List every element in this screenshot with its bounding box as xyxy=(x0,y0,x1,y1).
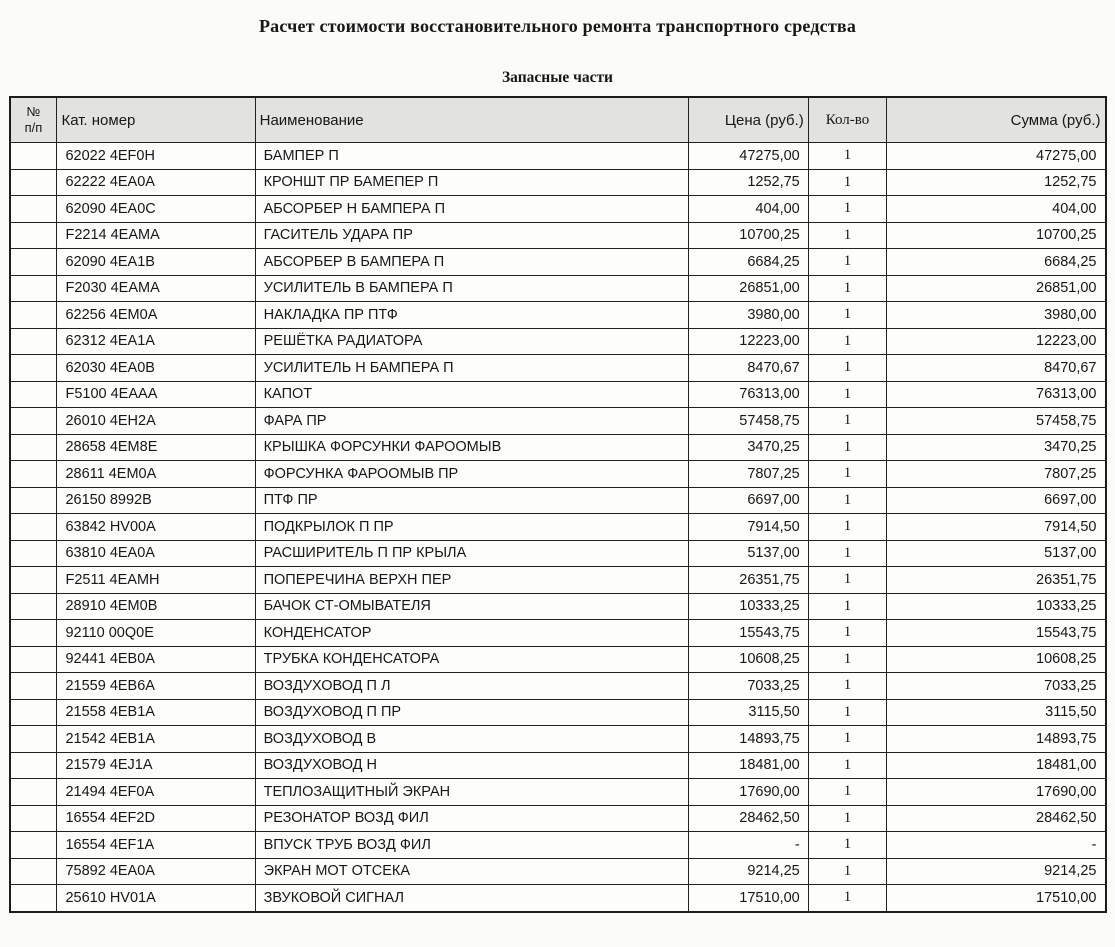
cell-price: 5137,00 xyxy=(689,540,809,567)
cell-price: 15543,75 xyxy=(689,620,809,647)
cell-name: ЭКРАН МОТ ОТСЕКА xyxy=(255,858,688,885)
cell-name: ЗВУКОВОЙ СИГНАЛ xyxy=(255,885,688,912)
cell-sum: 1252,75 xyxy=(887,169,1106,196)
cell-num xyxy=(10,699,57,726)
table-row xyxy=(10,328,1106,355)
cell-price: 17690,00 xyxy=(689,779,809,806)
table-row xyxy=(10,408,1106,435)
cell-qty: 1 xyxy=(808,805,886,832)
cell-price: 6684,25 xyxy=(689,249,809,276)
table-row xyxy=(10,143,1106,170)
table-row xyxy=(10,752,1106,779)
cell-sum: 7807,25 xyxy=(887,461,1106,488)
cell-cat: 21558 4EB1A xyxy=(57,699,255,726)
table-row xyxy=(10,514,1106,541)
cell-sum: 8470,67 xyxy=(887,355,1106,382)
cell-sum: 17510,00 xyxy=(887,885,1106,912)
cell-price: 3980,00 xyxy=(689,302,809,329)
cell-sum: 3115,50 xyxy=(887,699,1106,726)
cell-sum: 26851,00 xyxy=(887,275,1106,302)
table-row xyxy=(10,381,1106,408)
cell-num xyxy=(10,779,57,806)
header-row-number-line1: № xyxy=(26,103,41,119)
table-row xyxy=(10,275,1106,302)
table-row xyxy=(10,805,1106,832)
cell-price: 47275,00 xyxy=(689,143,809,170)
table-row xyxy=(10,620,1106,647)
cell-name: УСИЛИТЕЛЬ Н БАМПЕРА П xyxy=(255,355,688,382)
cell-num xyxy=(10,355,57,382)
cell-cat: F2030 4EAMA xyxy=(57,275,255,302)
table-row xyxy=(10,355,1106,382)
cell-price: 1252,75 xyxy=(689,169,809,196)
cell-name: КРОНШТ ПР БАМЕПЕР П xyxy=(255,169,688,196)
cell-name: ВОЗДУХОВОД П ПР xyxy=(255,699,688,726)
table-row xyxy=(10,567,1106,594)
cell-qty: 1 xyxy=(808,832,886,859)
cell-qty: 1 xyxy=(808,143,886,170)
cell-price: 10333,25 xyxy=(689,593,809,620)
cell-name: РЕЗОНАТОР ВОЗД ФИЛ xyxy=(255,805,688,832)
parts-table-body xyxy=(10,143,1106,912)
header-catalog-number: Кат. номер xyxy=(57,97,255,143)
cell-num xyxy=(10,275,57,302)
cell-price: 6697,00 xyxy=(689,487,809,514)
cell-price: 10700,25 xyxy=(689,222,809,249)
cell-num xyxy=(10,408,57,435)
cell-name: БАЧОК СТ-ОМЫВАТЕЛЯ xyxy=(255,593,688,620)
cell-num xyxy=(10,487,57,514)
cell-sum: 76313,00 xyxy=(887,381,1106,408)
cell-num xyxy=(10,620,57,647)
cell-name: ГАСИТЕЛЬ УДАРА ПР xyxy=(255,222,688,249)
table-row xyxy=(10,169,1106,196)
table-row xyxy=(10,646,1106,673)
cell-qty: 1 xyxy=(808,858,886,885)
cell-sum: 10700,25 xyxy=(887,222,1106,249)
cell-sum: 10333,25 xyxy=(887,593,1106,620)
cell-price: 17510,00 xyxy=(689,885,809,912)
cell-name: КОНДЕНСАТОР xyxy=(255,620,688,647)
cell-cat: 62222 4EA0A xyxy=(57,169,255,196)
cell-sum: 12223,00 xyxy=(887,328,1106,355)
cell-price: 28462,50 xyxy=(689,805,809,832)
cell-qty: 1 xyxy=(808,461,886,488)
cell-price: 10608,25 xyxy=(689,646,809,673)
cell-cat: 28611 4EM0A xyxy=(57,461,255,488)
cell-sum: 10608,25 xyxy=(887,646,1106,673)
cell-cat: 28910 4EM0B xyxy=(57,593,255,620)
cell-cat: 26150 8992B xyxy=(57,487,255,514)
cell-sum: 7033,25 xyxy=(887,673,1106,700)
cell-name: РЕШЁТКА РАДИАТОРА xyxy=(255,328,688,355)
cell-name: ПОДКРЫЛОК П ПР xyxy=(255,514,688,541)
cell-num xyxy=(10,169,57,196)
cell-qty: 1 xyxy=(808,196,886,223)
cell-qty: 1 xyxy=(808,381,886,408)
cell-cat: 25610 HV01A xyxy=(57,885,255,912)
cell-sum: 47275,00 xyxy=(887,143,1106,170)
cell-name: ТРУБКА КОНДЕНСАТОРА xyxy=(255,646,688,673)
cell-sum: 5137,00 xyxy=(887,540,1106,567)
header-row-number-line2: п/п xyxy=(24,120,43,135)
cell-qty: 1 xyxy=(808,567,886,594)
cell-name: ВОЗДУХОВОД П Л xyxy=(255,673,688,700)
cell-num xyxy=(10,249,57,276)
cell-num xyxy=(10,646,57,673)
cell-num xyxy=(10,726,57,753)
cell-name: БАМПЕР П xyxy=(255,143,688,170)
cell-qty: 1 xyxy=(808,275,886,302)
spare-parts-table xyxy=(9,96,1107,913)
cell-name: КАПОТ xyxy=(255,381,688,408)
cell-price: 9214,25 xyxy=(689,858,809,885)
cell-sum: 14893,75 xyxy=(887,726,1106,753)
header-price: Цена (руб.) xyxy=(689,97,809,143)
table-row xyxy=(10,858,1106,885)
cell-num xyxy=(10,222,57,249)
header-sum: Сумма (руб.) xyxy=(887,97,1106,143)
table-row xyxy=(10,593,1106,620)
cell-cat: 62256 4EM0A xyxy=(57,302,255,329)
cell-price: 7914,50 xyxy=(689,514,809,541)
cell-num xyxy=(10,593,57,620)
header-part-name: Наименование xyxy=(255,97,688,143)
cell-price: 8470,67 xyxy=(689,355,809,382)
cell-num xyxy=(10,461,57,488)
cell-sum: 28462,50 xyxy=(887,805,1106,832)
cell-price: 3115,50 xyxy=(689,699,809,726)
cell-num xyxy=(10,196,57,223)
table-row xyxy=(10,196,1106,223)
section-title-spare-parts: Запасные части xyxy=(502,69,613,86)
table-row xyxy=(10,434,1106,461)
table-row xyxy=(10,487,1106,514)
cell-price: 76313,00 xyxy=(689,381,809,408)
cell-cat: 92110 00Q0E xyxy=(57,620,255,647)
cell-cat: 21542 4EB1A xyxy=(57,726,255,753)
cell-qty: 1 xyxy=(808,620,886,647)
cell-cat: 63810 4EA0A xyxy=(57,540,255,567)
cell-cat: 75892 4EA0A xyxy=(57,858,255,885)
cell-price: 26851,00 xyxy=(689,275,809,302)
cell-name: АБСОРБЕР Н БАМПЕРА П xyxy=(255,196,688,223)
cell-cat: 92441 4EB0A xyxy=(57,646,255,673)
cell-sum: - xyxy=(887,832,1106,859)
cell-qty: 1 xyxy=(808,593,886,620)
cell-num xyxy=(10,302,57,329)
cell-num xyxy=(10,885,57,912)
cell-cat: 62090 4EA0C xyxy=(57,196,255,223)
table-row xyxy=(10,302,1106,329)
cell-sum: 18481,00 xyxy=(887,752,1106,779)
cell-name: ВОЗДУХОВОД Н xyxy=(255,752,688,779)
cell-qty: 1 xyxy=(808,487,886,514)
cell-sum: 3470,25 xyxy=(887,434,1106,461)
cell-cat: 62090 4EA1B xyxy=(57,249,255,276)
cell-num xyxy=(10,381,57,408)
cell-qty: 1 xyxy=(808,673,886,700)
cell-price: - xyxy=(689,832,809,859)
cell-sum: 15543,75 xyxy=(887,620,1106,647)
table-row xyxy=(10,726,1106,753)
cell-qty: 1 xyxy=(808,408,886,435)
cell-num xyxy=(10,434,57,461)
cell-name: РАСШИРИТЕЛЬ П ПР КРЫЛА xyxy=(255,540,688,567)
cell-sum: 26351,75 xyxy=(887,567,1106,594)
cell-price: 3470,25 xyxy=(689,434,809,461)
cell-cat: 26010 4EH2A xyxy=(57,408,255,435)
cell-sum: 3980,00 xyxy=(887,302,1106,329)
cell-cat: 63842 HV00A xyxy=(57,514,255,541)
cell-cat: 21559 4EB6A xyxy=(57,673,255,700)
cell-price: 57458,75 xyxy=(689,408,809,435)
cell-sum: 17690,00 xyxy=(887,779,1106,806)
header-quantity: Кол-во xyxy=(808,97,886,143)
cell-num xyxy=(10,143,57,170)
cell-sum: 9214,25 xyxy=(887,858,1106,885)
cell-qty: 1 xyxy=(808,302,886,329)
cell-qty: 1 xyxy=(808,328,886,355)
cell-num xyxy=(10,858,57,885)
cell-num xyxy=(10,832,57,859)
table-row xyxy=(10,779,1106,806)
table-row xyxy=(10,461,1106,488)
cell-cat: 16554 4EF1A xyxy=(57,832,255,859)
table-row xyxy=(10,249,1106,276)
cell-name: ТЕПЛОЗАЩИТНЫЙ ЭКРАН xyxy=(255,779,688,806)
cell-qty: 1 xyxy=(808,355,886,382)
cell-qty: 1 xyxy=(808,885,886,912)
cell-name: КРЫШКА ФОРСУНКИ ФАРООМЫВ xyxy=(255,434,688,461)
cell-cat: 28658 4EM8E xyxy=(57,434,255,461)
cell-sum: 404,00 xyxy=(887,196,1106,223)
cell-num xyxy=(10,805,57,832)
cell-name: УСИЛИТЕЛЬ В БАМПЕРА П xyxy=(255,275,688,302)
table-row xyxy=(10,885,1106,912)
cell-qty: 1 xyxy=(808,726,886,753)
cell-qty: 1 xyxy=(808,222,886,249)
cell-name: ВПУСК ТРУБ ВОЗД ФИЛ xyxy=(255,832,688,859)
cell-price: 26351,75 xyxy=(689,567,809,594)
cell-price: 12223,00 xyxy=(689,328,809,355)
cell-qty: 1 xyxy=(808,514,886,541)
table-row xyxy=(10,832,1106,859)
cell-num xyxy=(10,540,57,567)
cell-price: 7807,25 xyxy=(689,461,809,488)
cell-num xyxy=(10,752,57,779)
table-header-row xyxy=(10,97,1106,143)
table-row xyxy=(10,222,1106,249)
cell-name: АБСОРБЕР В БАМПЕРА П xyxy=(255,249,688,276)
cell-price: 14893,75 xyxy=(689,726,809,753)
cell-cat: 16554 4EF2D xyxy=(57,805,255,832)
cell-sum: 6684,25 xyxy=(887,249,1106,276)
cell-price: 404,00 xyxy=(689,196,809,223)
document-title: Расчет стоимости восстановительного ремонта транспортного средства xyxy=(258,16,857,36)
cell-sum: 7914,50 xyxy=(887,514,1106,541)
cell-cat: F2214 4EAMA xyxy=(57,222,255,249)
table-header xyxy=(10,97,1106,143)
cell-num xyxy=(10,328,57,355)
cell-qty: 1 xyxy=(808,699,886,726)
cell-cat: 21494 4EF0A xyxy=(57,779,255,806)
cell-price: 18481,00 xyxy=(689,752,809,779)
cell-price: 7033,25 xyxy=(689,673,809,700)
cell-cat: 62022 4EF0H xyxy=(57,143,255,170)
table-row xyxy=(10,699,1106,726)
cell-num xyxy=(10,673,57,700)
cell-name: ФОРСУНКА ФАРООМЫВ ПР xyxy=(255,461,688,488)
cell-cat: F5100 4EAAA xyxy=(57,381,255,408)
cell-sum: 57458,75 xyxy=(887,408,1106,435)
cell-name: ФАРА ПР xyxy=(255,408,688,435)
cell-name: ПОПЕРЕЧИНА ВЕРХН ПЕР xyxy=(255,567,688,594)
cell-qty: 1 xyxy=(808,779,886,806)
cell-cat: F2511 4EAMH xyxy=(57,567,255,594)
cell-name: ПТФ ПР xyxy=(255,487,688,514)
cell-qty: 1 xyxy=(808,540,886,567)
cell-qty: 1 xyxy=(808,169,886,196)
cell-qty: 1 xyxy=(808,434,886,461)
cell-num xyxy=(10,567,57,594)
cell-cat: 62312 4EA1A xyxy=(57,328,255,355)
cell-qty: 1 xyxy=(808,249,886,276)
header-row-number xyxy=(10,97,57,143)
cell-name: ВОЗДУХОВОД В xyxy=(255,726,688,753)
cell-qty: 1 xyxy=(808,752,886,779)
cell-num xyxy=(10,514,57,541)
cell-name: НАКЛАДКА ПР ПТФ xyxy=(255,302,688,329)
table-row xyxy=(10,540,1106,567)
cell-cat: 62030 4EA0B xyxy=(57,355,255,382)
cell-qty: 1 xyxy=(808,646,886,673)
cell-cat: 21579 4EJ1A xyxy=(57,752,255,779)
table-row xyxy=(10,673,1106,700)
cell-sum: 6697,00 xyxy=(887,487,1106,514)
